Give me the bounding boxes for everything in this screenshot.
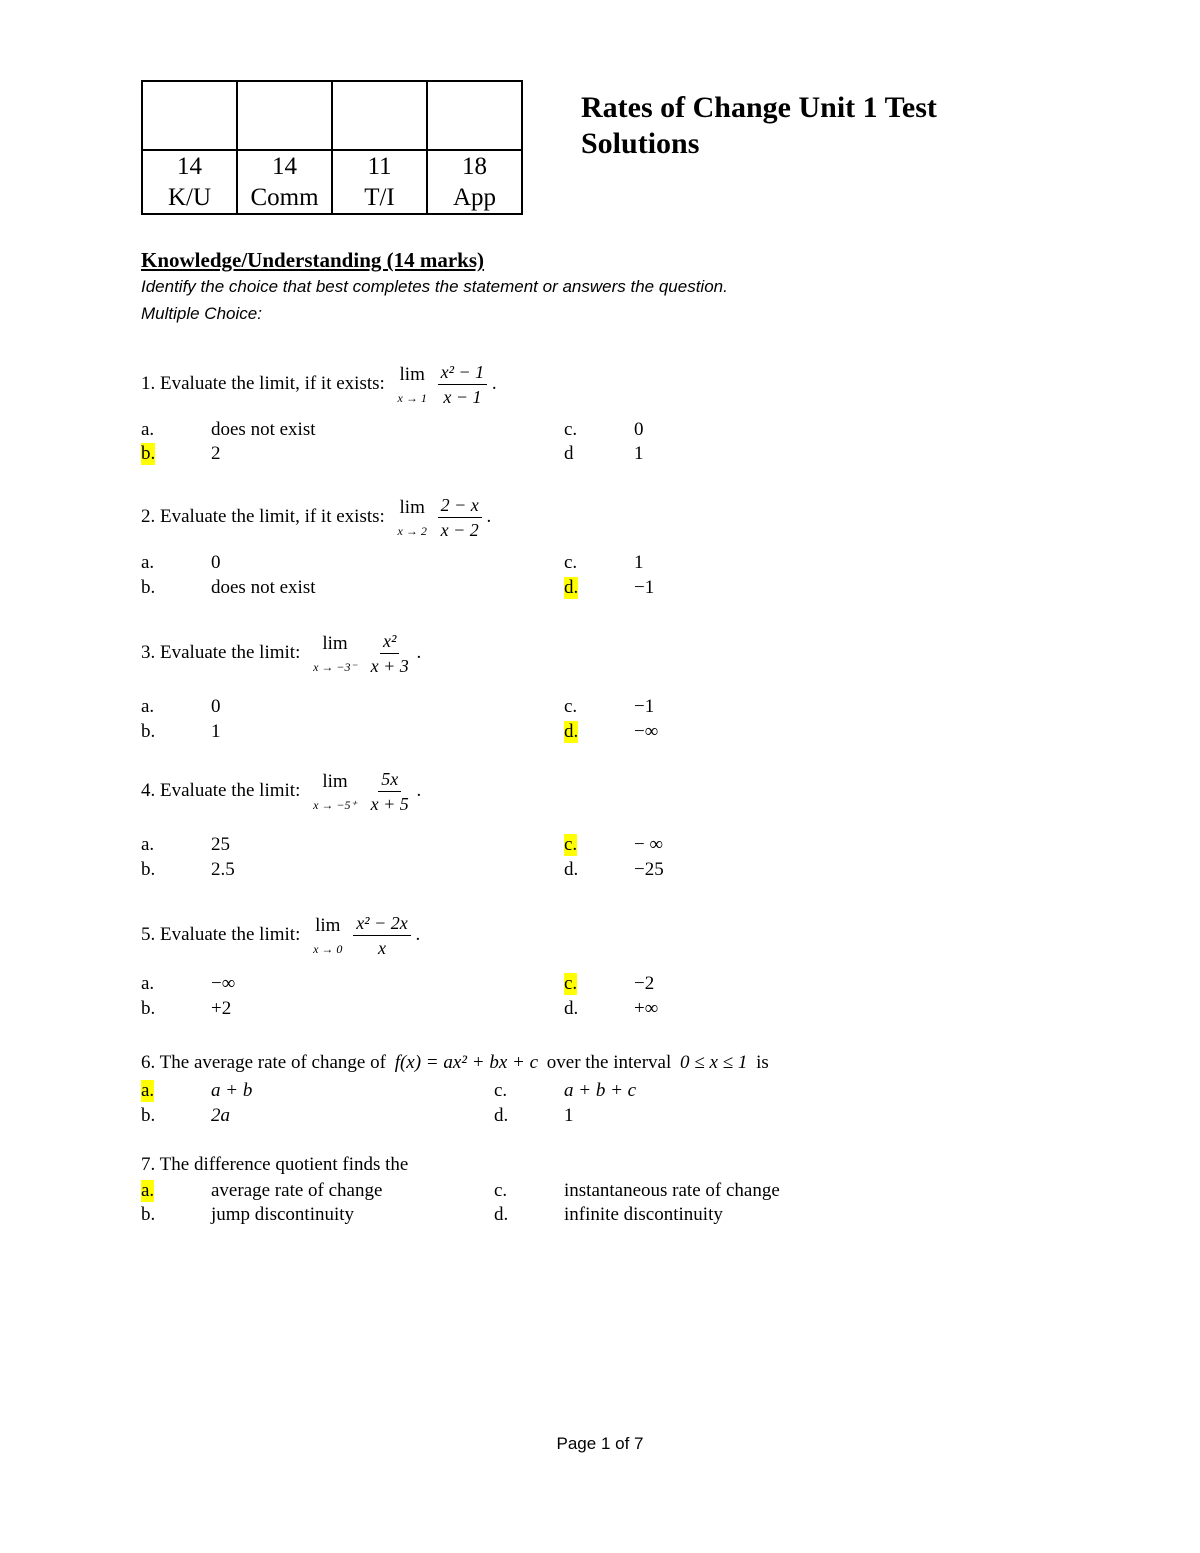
- q4-option-b-letter[interactable]: b.: [141, 859, 156, 880]
- q3-option-b-letter[interactable]: b.: [141, 721, 156, 742]
- q5-option-b-letter[interactable]: b.: [141, 998, 156, 1019]
- q4-option-c[interactable]: − ∞: [634, 834, 664, 855]
- q1-option-c-letter[interactable]: c.: [564, 419, 578, 440]
- q4-option-c-letter[interactable]: c.: [564, 834, 578, 855]
- q7-option-c-letter[interactable]: c.: [494, 1180, 508, 1201]
- q4-option-a[interactable]: 25: [211, 834, 230, 855]
- q4-option-d[interactable]: −25: [634, 859, 664, 880]
- q7-option-d-letter[interactable]: d.: [494, 1204, 509, 1225]
- marks-cell-app: 18 App: [427, 150, 522, 214]
- q1-option-b-letter[interactable]: b.: [141, 443, 156, 464]
- q6-option-c[interactable]: a + b + c: [564, 1080, 637, 1101]
- q3-option-a[interactable]: 0: [211, 696, 221, 717]
- q4-option-b[interactable]: 2.5: [211, 859, 235, 880]
- q7-option-a[interactable]: average rate of change: [211, 1180, 383, 1201]
- question-6: 6. The average rate of change of f(x) = ax² + bx + c over the interval 0 ≤ x ≤ 1 is: [141, 1052, 769, 1073]
- question-2: 2. Evaluate the limit, if it exists: lim x → 2 $\frac{2 - x}{x - 2}$ .: [141, 495, 492, 540]
- marks-cell-empty: [237, 81, 332, 150]
- q6-option-d[interactable]: 1: [564, 1105, 574, 1126]
- q1-option-a[interactable]: does not exist: [211, 419, 316, 440]
- q7-option-d[interactable]: infinite discontinuity: [564, 1204, 723, 1225]
- q3-option-a-letter[interactable]: a.: [141, 696, 155, 717]
- q5-option-d[interactable]: +∞: [634, 998, 659, 1019]
- q6-option-b-letter[interactable]: b.: [141, 1105, 156, 1126]
- q1-option-c[interactable]: 0: [634, 419, 644, 440]
- q3-option-c[interactable]: −1: [634, 696, 655, 717]
- q5-option-a[interactable]: −∞: [211, 973, 236, 994]
- q2-option-c[interactable]: 1: [634, 552, 644, 573]
- q5-option-a-letter[interactable]: a.: [141, 973, 155, 994]
- q2-option-a-letter[interactable]: a.: [141, 552, 155, 573]
- section-type: Multiple Choice:: [141, 304, 262, 323]
- q3-option-d-letter[interactable]: d.: [564, 721, 579, 742]
- marks-cell-empty: [427, 81, 522, 150]
- marks-cell-ti: 11 T/I: [332, 150, 427, 214]
- marks-cell-ku: 14 K/U: [142, 150, 237, 214]
- q3-option-c-letter[interactable]: c.: [564, 696, 578, 717]
- q5-option-b[interactable]: +2: [211, 998, 232, 1019]
- q1-option-a-letter[interactable]: a.: [141, 419, 155, 440]
- section-heading: Knowledge/Understanding (14 marks): [141, 248, 485, 272]
- page-number: Page 1 of 7: [556, 1434, 644, 1453]
- q5-option-c-letter[interactable]: c.: [564, 973, 578, 994]
- q2-option-b[interactable]: does not exist: [211, 577, 316, 598]
- question-7: 7. The difference quotient finds the: [141, 1154, 409, 1175]
- q3-option-b[interactable]: 1: [211, 721, 221, 742]
- q6-option-b[interactable]: 2a: [211, 1105, 230, 1126]
- q1-option-b[interactable]: 2: [211, 443, 221, 464]
- q5-option-d-letter[interactable]: d.: [564, 998, 579, 1019]
- q1-option-d-letter[interactable]: d: [564, 443, 574, 464]
- q7-option-a-letter[interactable]: a.: [141, 1180, 155, 1201]
- q7-option-b-letter[interactable]: b.: [141, 1204, 156, 1225]
- q2-option-d[interactable]: −1: [634, 577, 655, 598]
- question-3: 3. Evaluate the limit: lim x → −3⁻ $\frac{\text{x²}}{x + 3}$ .: [141, 631, 422, 676]
- section-instruction: Identify the choice that best completes the statement or answers the question.: [141, 277, 728, 296]
- q4-option-a-letter[interactable]: a.: [141, 834, 155, 855]
- q6-option-c-letter[interactable]: c.: [494, 1080, 508, 1101]
- q2-option-c-letter[interactable]: c.: [564, 552, 578, 573]
- marks-table: [141, 80, 523, 215]
- marks-cell-empty: [332, 81, 427, 150]
- question-5: 5. Evaluate the limit: lim x → 0 $\frac{\text{x² − 2x}}{x}$ .: [141, 913, 421, 958]
- q6-option-a[interactable]: a + b: [211, 1080, 253, 1101]
- q1-option-d[interactable]: 1: [634, 443, 644, 464]
- question-4: 4. Evaluate the limit: lim x → −5⁺ $\frac{5x}{x + 5}$ .: [141, 769, 422, 814]
- q6-option-d-letter[interactable]: d.: [494, 1105, 509, 1126]
- question-1: 1. Evaluate the limit, if it exists: lim x → 1 $\frac{\text{x² − 1}}{x - 1}$ .: [141, 362, 497, 407]
- q3-option-d[interactable]: −∞: [634, 721, 659, 742]
- q2-option-a[interactable]: 0: [211, 552, 221, 573]
- q4-option-d-letter[interactable]: d.: [564, 859, 579, 880]
- page-title: Rates of Change Unit 1 Test Solutions: [581, 91, 937, 160]
- q2-option-d-letter[interactable]: d.: [564, 577, 579, 598]
- q2-option-b-letter[interactable]: b.: [141, 577, 156, 598]
- q5-option-c[interactable]: −2: [634, 973, 655, 994]
- q7-option-b[interactable]: jump discontinuity: [211, 1204, 355, 1225]
- marks-cell-empty: [142, 81, 237, 150]
- marks-cell-comm: 14 Comm: [237, 150, 332, 214]
- q6-option-a-letter[interactable]: a.: [141, 1080, 155, 1101]
- q7-option-c[interactable]: instantaneous rate of change: [564, 1180, 780, 1201]
